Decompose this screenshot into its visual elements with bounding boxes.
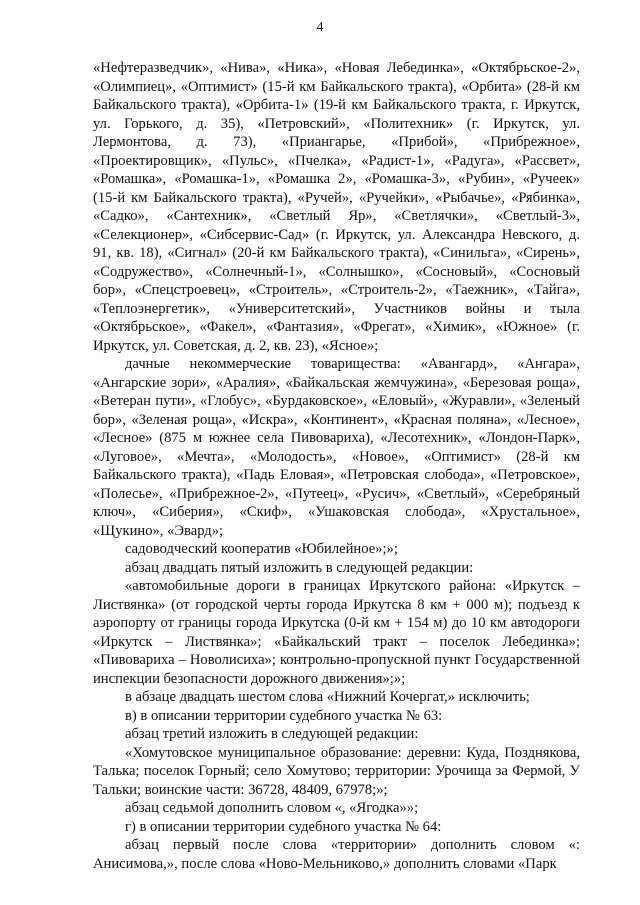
paragraph-amendment-seventh: абзац седьмой дополнить словом «, «Ягодка»»; — [125, 800, 419, 816]
paragraph-amendment-first: абзац первый после слова «территории» дополнить словом «: Анисимова,», после слова «Ново-Мельниково,» дополнить словами «Парк — [93, 837, 580, 872]
paragraph-roads: «автомобильные дороги в границах Иркутского района: «Иркутск – Листвянка» (от городской черты города Иркутска 8 км + 000 м); подъезд к аэропорту от границы города Иркутска (0-й км + 154 м) до 10 км автодороги «Иркутск – Листвянка»; «Байкальский тракт – поселок Лебединка»; «Пивовариха – Новолисиха»; контрольно-пропускной пункт Государственной инспекции безопасности дорожного движения»;»; — [93, 578, 580, 687]
paragraph-amendment-third: абзац третий изложить в следующей редакции: — [125, 726, 419, 742]
paragraph-amendment-25: абзац двадцать пятый изложить в следующей редакции: — [125, 559, 474, 576]
document-body — [93, 59, 580, 873]
paragraph-section-63: в) в описании территории судебного участка № 63: — [125, 707, 443, 724]
paragraph-snt-list: «Нефтеразведчик», «Нива», «Ника», «Новая Лебединка», «Октябрьское-2», «Олимпиец», «Оптимист» (15-й км Байкальского тракта), «Орбита» (28-й км Байкальского тракта), «Орбита-1» (19-й км Байкальского тракта, г. Иркутск, ул. Горького, д. 35), «Петровский», «Политехник» (г. Иркутск, ул. Лермонтова, д. 73), «Приангарье, «Прибой», «Прибрежное», «Проектировщик», «Пульс», «Пчелка», «Радист-1», «Радуга», «Рассвет», «Ромашка», «Ромашка-1», «Ромашка 2», «Ромашка-3», «Рубин», «Ручеек» (15-й км Байкальского тракта), «Ручей», «Ручейки», «Рыбачье», «Рябинка», «Садко», «Сантехник», «Светлый Яр», «Светлячки», «Светлый-3», «Селекционер», «Сибсервис-Сад» (г. Иркутск, ул. Александра Невского, д. 91, кв. 18), «Сигнал» (20-й км Байкальского тракта), «Синильга», «Сирень», «Содружество», «Солнечный-1», «Солнышко», «Сосновый», «Сосновый бор», «Спецстроевец», «Строитель», «Строитель-2», «Таежник», «Тайга», «Теплоэнергетик», «Университетский», Участников войны и тыла «Октябрьское», «Факел», «Фантазия», «Фрегат», «Химик», «Южное» (г. Иркутск, ул. Советская, д. 2, кв. 23), «Ясное»; — [93, 60, 580, 354]
paragraph-section-64: г) в описании территории судебного участка № 64: — [125, 818, 442, 835]
page-number: 4 — [316, 20, 324, 35]
paragraph-cooperative: садоводческий кооператив «Юбилейное»;»; — [125, 541, 398, 557]
paragraph-amendment-26: в абзаце двадцать шестом слова «Нижний Кочергат,» исключить; — [125, 689, 530, 705]
paragraph-dnt-list: дачные некоммерческие товарищества: «Авангард», «Ангара», «Ангарские зори», «Аралия», «Байкальская жемчужина», «Березовая роща», «Ветеран пути», «Глобус», «Бурдаковское», «Еловый», «Журавли», «Зеленый бор», «Зеленая роща», «Искра», «Континент», «Красная поляна», «Лесное», «Лесное» (875 м южнее села Пивовариха), «Лесотехник», «Лондон-Парк», «Луговое», «Мечта», «Молодость», «Новое», «Оптимист» (28-й км Байкальского тракта), «Падь Еловая», «Петровская слобода», «Петровское», «Полесье», «Прибрежное-2», «Путеец», «Русич», «Светлый», «Серебряный ключ», «Сиберия», «Скиф», «Ушаковская слобода», «Хрустальное», «Щукино», «Эвард»; — [93, 356, 580, 539]
paragraph-khomutovo: «Хомутовское муниципальное образование: деревни: Куда, Позднякова, Талька; поселок Горный; село Хомутово; территории: Урочища за Фермой, У Тальки; воинские части: 36728, 48409, 67978;»; — [93, 744, 580, 798]
